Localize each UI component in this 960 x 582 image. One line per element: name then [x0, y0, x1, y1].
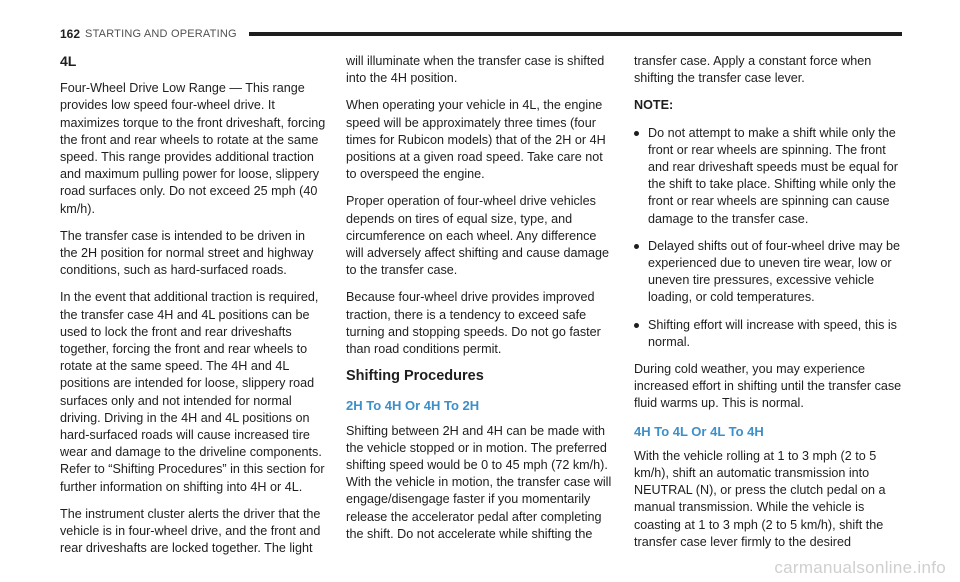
bullet-dot-icon — [634, 131, 639, 136]
column-2 — [346, 53, 614, 553]
bullet-dot-icon — [634, 323, 639, 328]
header-rule — [249, 32, 902, 36]
heading-shifting-procedures: Shifting Procedures — [346, 368, 484, 385]
paragraph: will illuminate when the transfer case is shifted into the 4H position. — [346, 54, 605, 86]
paragraph: The instrument cluster alerts the driver that the vehicle is in four-wheel drive, and the front and rear driveshafts are locked together. The light — [60, 506, 321, 556]
column-1 — [60, 53, 326, 567]
paragraph: Because four-wheel drive provides improved traction, there is a tendency to exceed safe turning and stopping speeds. Do not go faster than road conditions permit. — [346, 290, 601, 357]
paragraph: In the event that additional traction is required, the transfer case 4H and 4L positions can be used to lock the front and rear driveshafts together, forcing the front and rear wheels to rotate at the same speed. The 4H and 4L positions are intended for loose, slippery road surfaces only and not intended for normal driving. Driving in the 4H and 4L positions on hard-surfaced roads will cause increased tire wear and damage to the driveline components. Refer to “Shifting Procedures” in this section for further information on shifting into 4H or 4L. — [60, 290, 325, 494]
bullet-item: Shifting effort will increase with speed, this is normal. — [634, 317, 902, 351]
subheading-2h-4h: 2H To 4H Or 4H To 2H — [346, 398, 480, 414]
page-header — [60, 24, 902, 44]
bullet-item: Delayed shifts out of four-wheel drive may be experienced due to uneven tire wear, low or uneven tire pressures, excessive vehicle loading, or cold temperatures. — [634, 238, 902, 307]
paragraph: transfer case. Apply a constant force when shifting the transfer case lever. — [634, 54, 872, 86]
note-bullet-list — [634, 125, 902, 351]
watermark: carmanualsonline.info — [774, 558, 946, 577]
column-3 — [634, 53, 902, 561]
paragraph: During cold weather, you may experience increased effort in shifting until the transfer case fluid warms up. This is normal. — [634, 362, 902, 411]
paragraph: When operating your vehicle in 4L, the engine speed will be approximately three times (four times for Rubicon models) that of the 2H or 4H positions at a given road speed. Take care not to overspeed the engine. — [346, 98, 606, 182]
paragraph: Proper operation of four-wheel drive vehicles depends on tires of equal size, type, and circumference on each wheel. Any difference will adversely affect shifting and cause damage to the transfer case. — [346, 194, 609, 278]
paragraph: Shifting between 2H and 4H can be made with the vehicle stopped or in motion. The preferred shifting speed would be 0 to 45 mph (72 km/h). With the vehicle in motion, the transfer case will engage/disengage faster if you momentarily release the accelerator pedal after completing the shift. Do not accelerate while shifting the — [346, 423, 612, 541]
heading-4l: 4L — [60, 53, 77, 69]
bullet-item: Do not attempt to make a shift while only the front or rear wheels are spinning. The front and rear driveshaft speeds must be equal for the shift to take place. Shifting while only the front or rear wheels are spinning can cause damage to the transfer case. — [634, 125, 902, 228]
paragraph: The transfer case is intended to be driven in the 2H position for normal street and highway conditions, such as hard-surfaced roads. — [60, 228, 314, 278]
subheading-4h-4l: 4H To 4L Or 4L To 4H — [634, 423, 764, 439]
section-title: STARTING AND OPERATING — [85, 28, 237, 40]
paragraph: With the vehicle rolling at 1 to 3 mph (2 to 5 km/h), shift an automatic transmission into NEUTRAL (N), or press the clutch pedal on a manual transmission. While the vehicle is coasting at 1 to 3 mph (2 to 5 km/h), shift the transfer case lever firmly to the desired — [634, 448, 886, 549]
note-label: NOTE: — [634, 98, 674, 113]
page-number: 162 — [60, 27, 81, 41]
paragraph: Four-Wheel Drive Low Range — This range provides low speed four-wheel drive. It maximizes torque to the front driveshaft, forcing the front and rear wheels to rotate at the same speed. This range provides additional traction and maximum pulling power for loose, slippery road surfaces only. Do not exceed 25 mph (40 km/h). — [60, 81, 326, 216]
bullet-dot-icon — [634, 244, 639, 249]
